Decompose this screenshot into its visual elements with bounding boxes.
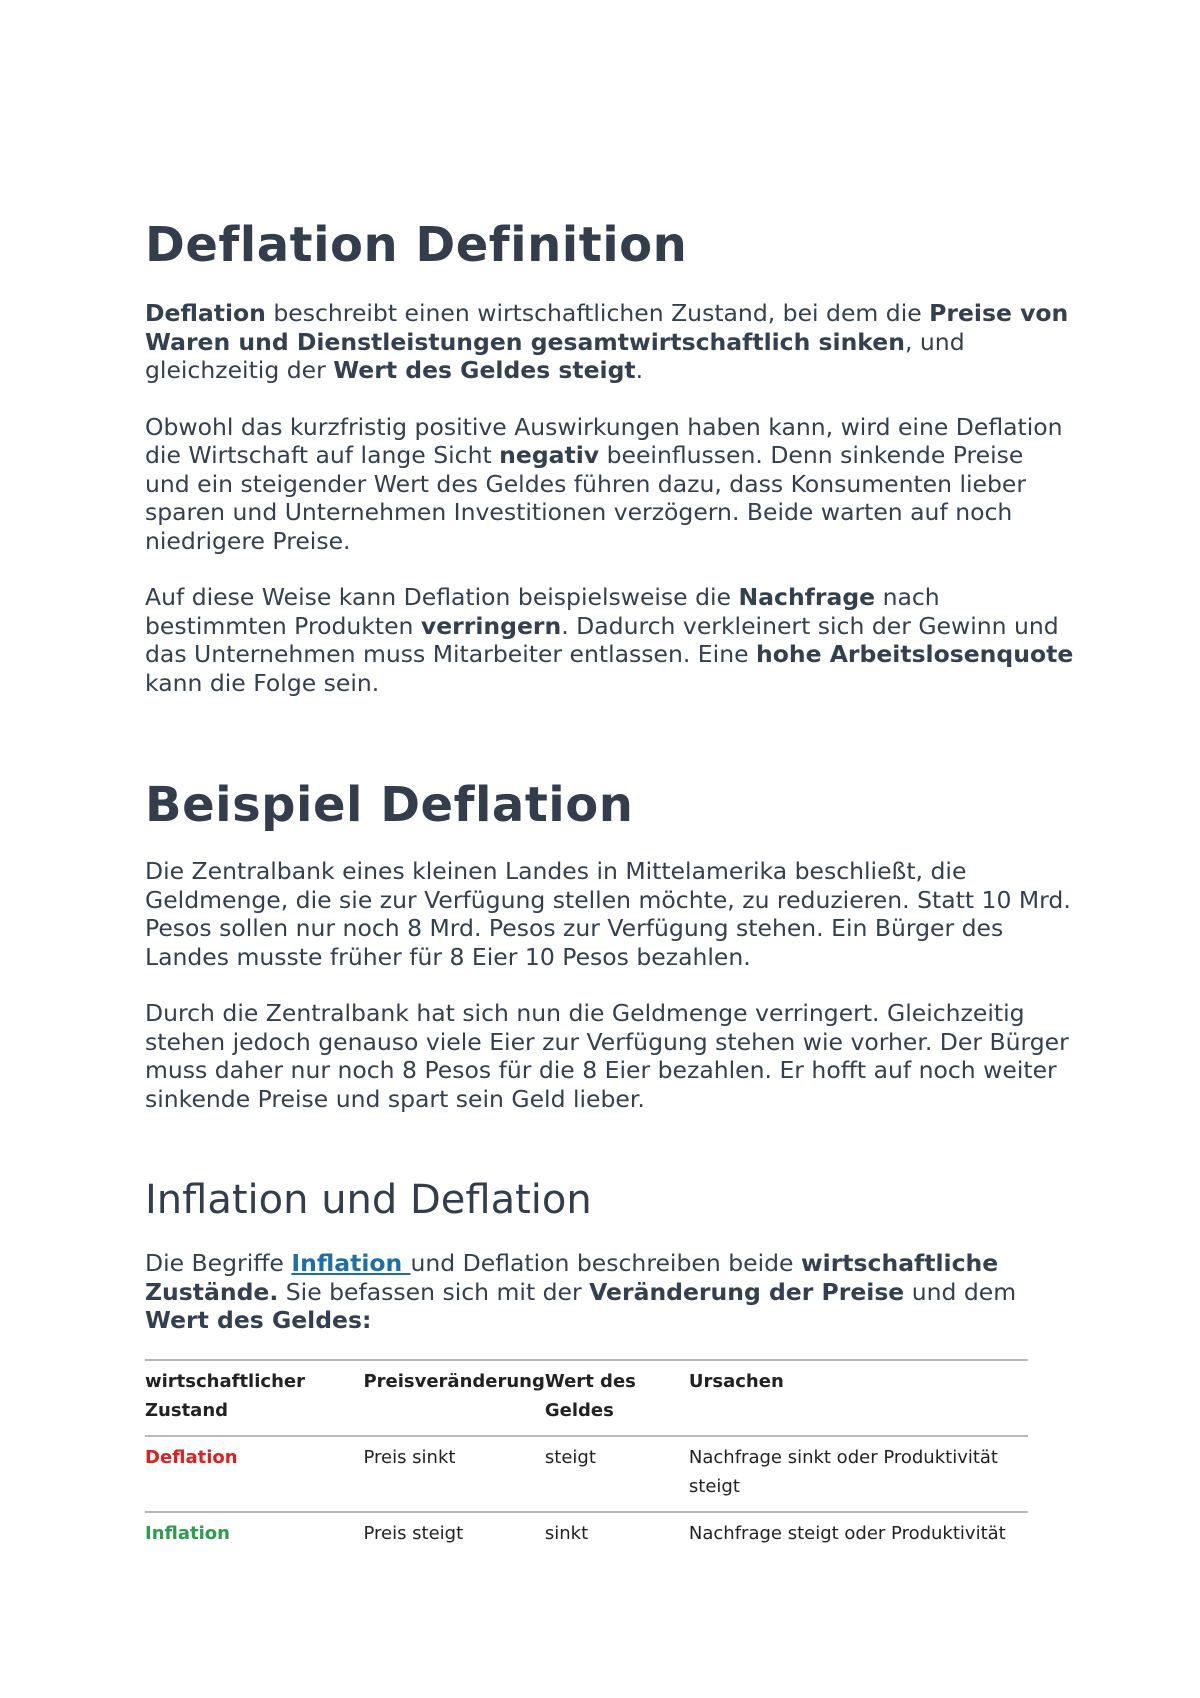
text-run: Sie befassen sich mit der (278, 1277, 590, 1306)
cell-state-inflation: Inflation (145, 1512, 363, 1558)
paragraph-example-result (145, 999, 1075, 1113)
cell-state-deflation: Deflation (145, 1436, 363, 1512)
paragraph-consequences (145, 583, 1075, 697)
text-run: Durch die Zentralbank hat sich nun die Geldmenge verringert. Gleichzeitig stehen jedoch genauso viele Eier zur Verfügung stehen wie vorher. Der Bürger muss daher nur noch 8 Pesos für die 8 Eier bezahlen. Er hofft auf noch weiter sinkende Preise und spart sein Geld lieber. (145, 999, 1069, 1113)
cell-value: sinkt (545, 1512, 689, 1558)
paragraph-comparison (145, 1249, 1075, 1335)
header-ursachen: Ursachen (689, 1360, 1028, 1436)
cell-value: steigt (545, 1436, 689, 1512)
paragraph-example-intro (145, 857, 1075, 971)
heading-beispiel-deflation: Beispiel Deflation (145, 777, 634, 833)
text-run: . Dadurch verkleinert sich der Gewinn und das Unternehmen muss Mitarbeiter entlassen. Eine (145, 611, 1059, 668)
cell-price: Preis sinkt (363, 1436, 544, 1512)
bold-text: Wert des Geldes: (145, 1306, 372, 1334)
text-run: Die Begriffe (145, 1249, 292, 1277)
header-preisveraenderung: Preisveränderung (363, 1360, 544, 1436)
text-run: und dem (904, 1277, 1017, 1306)
bold-text: Deflation (145, 299, 266, 327)
text-run: und Deflation beschreiben beide (410, 1249, 801, 1277)
text-run: . (635, 356, 644, 384)
heading-inflation-und-deflation: Inflation und Deflation (145, 1177, 592, 1223)
text-run: Die Zentralbank eines kleinen Landes in Mittelamerika beschließt, die Geldmenge, die sie zur Verfügung stellen möchte, zu reduzieren. Statt 10 Mrd. Pesos sollen nur noch 8 Mrd. Pesos zur Verfügung stehen. Ein Bürger des Landes musste früher für 8 Eier 10 Pesos bezahlen. (145, 857, 1071, 971)
text-run: Auf diese Weise kann Deflation beispielsweise die (145, 583, 739, 611)
text-run: kann die Folge sein. (145, 668, 380, 697)
text-run: , und gleichzeitig der (145, 327, 965, 384)
text-run: Obwohl das kurzfristig positive Auswirkungen haben kann, wird eine Deflation die Wirtschaft auf lange Sicht (145, 412, 1063, 469)
inflation-link[interactable]: Inflation (291, 1249, 411, 1277)
document-content (145, 215, 1075, 1558)
bold-text: verringern (420, 611, 562, 640)
text-run: nach bestimmten Produkten (145, 583, 940, 640)
cell-cause: Nachfrage steigt oder Produktivität (689, 1512, 1028, 1558)
paragraph-effects (145, 413, 1075, 556)
table-row (145, 1436, 1028, 1512)
bold-text: Nachfrage (738, 583, 876, 611)
bold-text: Wert des Geldes steigt (333, 356, 636, 384)
bold-text: negativ (499, 441, 600, 469)
text-run: beeinflussen. Denn sinkende Preise und ein steigender Wert des Geldes führen dazu, dass Konsumenten lieber sparen und Unternehmen Investitionen verzögern. Beide warten auf noch niedrigere Preise. (145, 441, 1027, 555)
bold-text: hohe Arbeitslosenquote (756, 640, 1074, 668)
text-run: beschreibt einen wirtschaftlichen Zustand, bei dem die (265, 299, 930, 327)
heading-deflation-definition: Deflation Definition (145, 217, 688, 273)
table-row (145, 1512, 1028, 1558)
header-wert-des-geldes: Wert des Geldes (545, 1360, 689, 1436)
header-zustand: wirtschaftlicher Zustand (145, 1360, 363, 1436)
table-header-row (145, 1360, 1028, 1436)
bold-text: Preise von Waren und Dienstleistungen gesamtwirtschaftlich sinken (145, 299, 1069, 356)
bold-text: Veränderung der Preise (589, 1277, 905, 1306)
cell-price: Preis steigt (363, 1512, 544, 1558)
comparison-table (145, 1359, 1028, 1558)
cell-cause: Nachfrage sinkt oder Produktivität steigt (689, 1436, 1028, 1512)
paragraph-definition (145, 299, 1075, 385)
bold-text: wirtschaftliche Zustände. (145, 1249, 999, 1306)
